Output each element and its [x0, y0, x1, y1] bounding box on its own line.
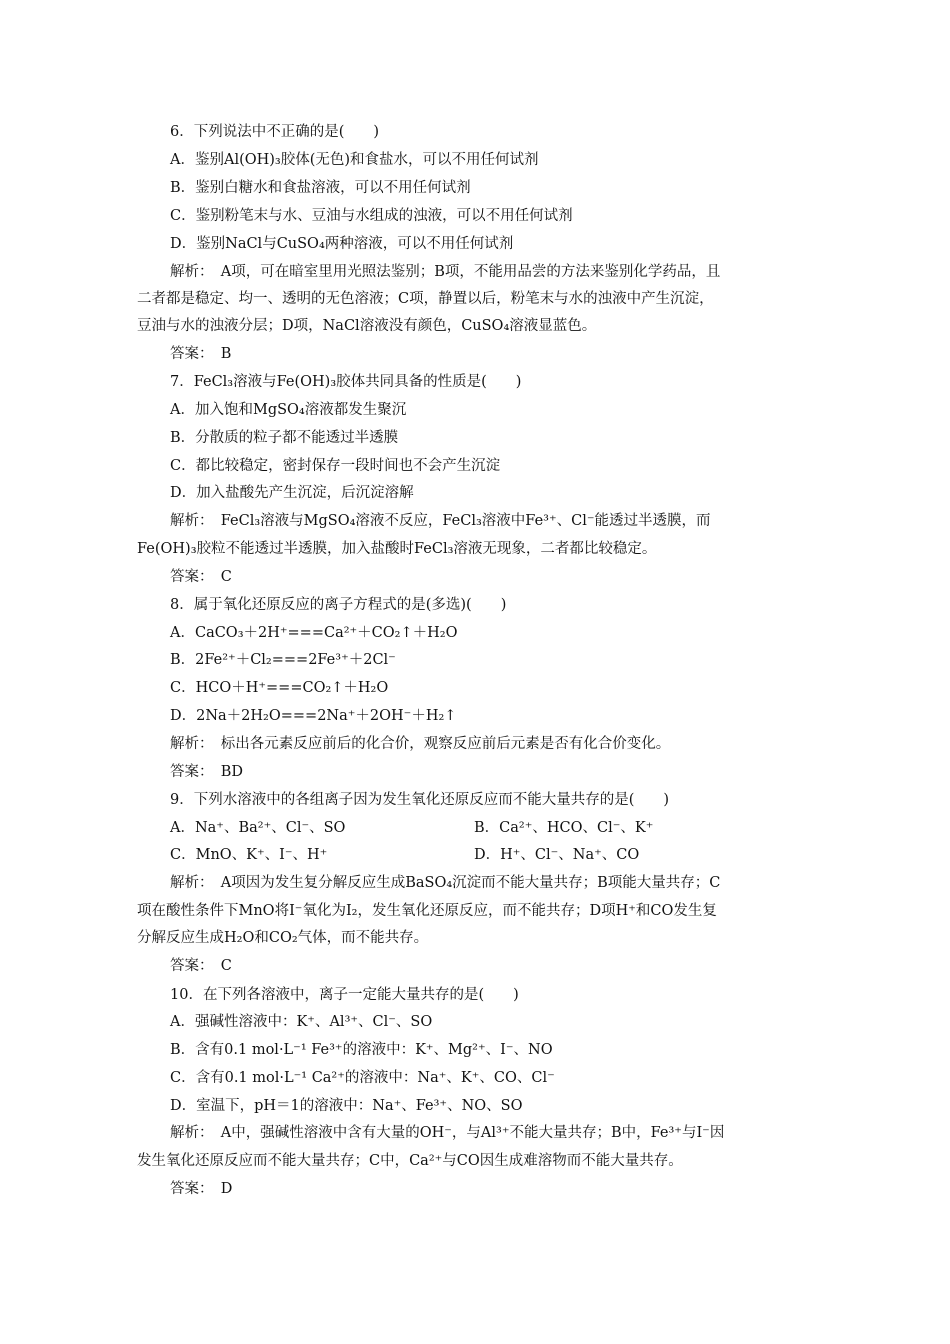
question-8-option-b: B．2Fe²⁺＋Cl₂===2Fe³⁺＋2Cl⁻ [170, 652, 396, 668]
question-6-explanation-line-1: 解析： A项，可在暗室里用光照法鉴别；B项，不能用品尝的方法来鉴别化学药品，且 [170, 264, 721, 280]
question-8-option-a: A．CaCO₃＋2H⁺===Ca²⁺＋CO₂↑＋H₂O [170, 625, 458, 641]
question-7-explanation-line-1: 解析： FeCl₃溶液与MgSO₄溶液不反应，FeCl₃溶液中Fe³⁺、Cl⁻能透过半透膜，而 [170, 513, 711, 529]
question-6-explanation-line-2: 二者都是稳定、均一、透明的无色溶液；C项，静置以后，粉笔末与水的浊液中产生沉淀， [137, 291, 714, 307]
question-6-stem: 6．下列说法中不正确的是( ) [170, 124, 380, 140]
question-6-explanation-line-3: 豆油与水的浊液分层；D项，NaCl溶液没有颜色，CuSO₄溶液显蓝色。 [137, 318, 597, 334]
question-10-answer: 答案： D [170, 1181, 233, 1197]
question-9-option-c: C．MnO、K⁺、I⁻、H⁺ [170, 847, 328, 863]
question-10-stem: 10．在下列各溶液中，离子一定能大量共存的是( ) [170, 987, 519, 1003]
question-7-stem: 7．FeCl₃溶液与Fe(OH)₃胶体共同具备的性质是( ) [170, 374, 522, 390]
question-7-explanation-line-2: Fe(OH)₃胶粒不能透过半透膜，加入盐酸时FeCl₃溶液无现象，二者都比较稳定。 [137, 541, 657, 557]
question-9-answer: 答案： C [170, 958, 232, 974]
question-10-explanation-line-1: 解析： A中，强碱性溶液中含有大量的OH⁻，与Al³⁺不能大量共存；B中，Fe³⁺与I⁻因 [170, 1125, 725, 1141]
question-9-explanation-line-3: 分解反应生成H₂O和CO₂气体，而不能共存。 [137, 930, 429, 946]
question-7-option-d: D．加入盐酸先产生沉淀，后沉淀溶解 [170, 485, 414, 501]
question-10-explanation-line-2: 发生氧化还原反应而不能大量共存；C中，Ca²⁺与CO因生成难溶物而不能大量共存。 [137, 1153, 683, 1169]
question-9-explanation-line-1: 解析： A项因为发生复分解反应生成BaSO₄沉淀而不能大量共存；B项能大量共存；C [170, 875, 721, 891]
question-8-stem: 8．属于氧化还原反应的离子方程式的是(多选)( ) [170, 597, 507, 613]
question-7-option-b: B．分散质的粒子都不能透过半透膜 [170, 430, 399, 446]
question-6-option-b: B．鉴别白糖水和食盐溶液，可以不用任何试剂 [170, 180, 471, 196]
question-6-option-a: A．鉴别Al(OH)₃胶体(无色)和食盐水，可以不用任何试剂 [170, 152, 539, 168]
question-7-answer: 答案： C [170, 569, 232, 585]
question-8-option-d: D．2Na＋2H₂O===2Na⁺＋2OH⁻＋H₂↑ [170, 708, 457, 724]
question-8-answer: 答案： BD [170, 764, 244, 780]
question-9-option-d: D．H⁺、Cl⁻、Na⁺、CO [474, 847, 640, 863]
question-8-explanation-line-1: 解析： 标出各元素反应前后的化合价，观察反应前后元素是否有化合价变化。 [170, 736, 671, 752]
question-10-option-b: B．含有0.1 mol·L⁻¹ Fe³⁺的溶液中：K⁺、Mg²⁺、I⁻、NO [170, 1042, 553, 1058]
question-6-option-c: C．鉴别粉笔末与水、豆油与水组成的浊液，可以不用任何试剂 [170, 208, 573, 224]
question-9-explanation-line-2: 项在酸性条件下MnO将I⁻氧化为I₂，发生氧化还原反应，而不能共存；D项H⁺和CO发生复 [137, 903, 717, 919]
question-6-option-d: D．鉴别NaCl与CuSO₄两种溶液，可以不用任何试剂 [170, 236, 514, 252]
question-6-answer: 答案： B [170, 346, 232, 362]
question-9-option-b: B．Ca²⁺、HCO、Cl⁻、K⁺ [474, 820, 654, 836]
question-10-option-c: C．含有0.1 mol·L⁻¹ Ca²⁺的溶液中：Na⁺、K⁺、CO、Cl⁻ [170, 1070, 555, 1086]
question-9-option-a: A．Na⁺、Ba²⁺、Cl⁻、SO [170, 820, 346, 836]
question-9-stem: 9．下列水溶液中的各组离子因为发生氧化还原反应而不能大量共存的是( ) [170, 792, 670, 808]
question-8-option-c: C．HCO＋H⁺===CO₂↑＋H₂O [170, 680, 389, 696]
question-7-option-c: C．都比较稳定，密封保存一段时间也不会产生沉淀 [170, 458, 501, 474]
question-7-option-a: A．加入饱和MgSO₄溶液都发生聚沉 [170, 402, 407, 418]
question-10-option-d: D．室温下，pH＝1的溶液中：Na⁺、Fe³⁺、NO、SO [170, 1098, 523, 1114]
question-10-option-a: A．强碱性溶液中：K⁺、Al³⁺、Cl⁻、SO [170, 1014, 433, 1030]
